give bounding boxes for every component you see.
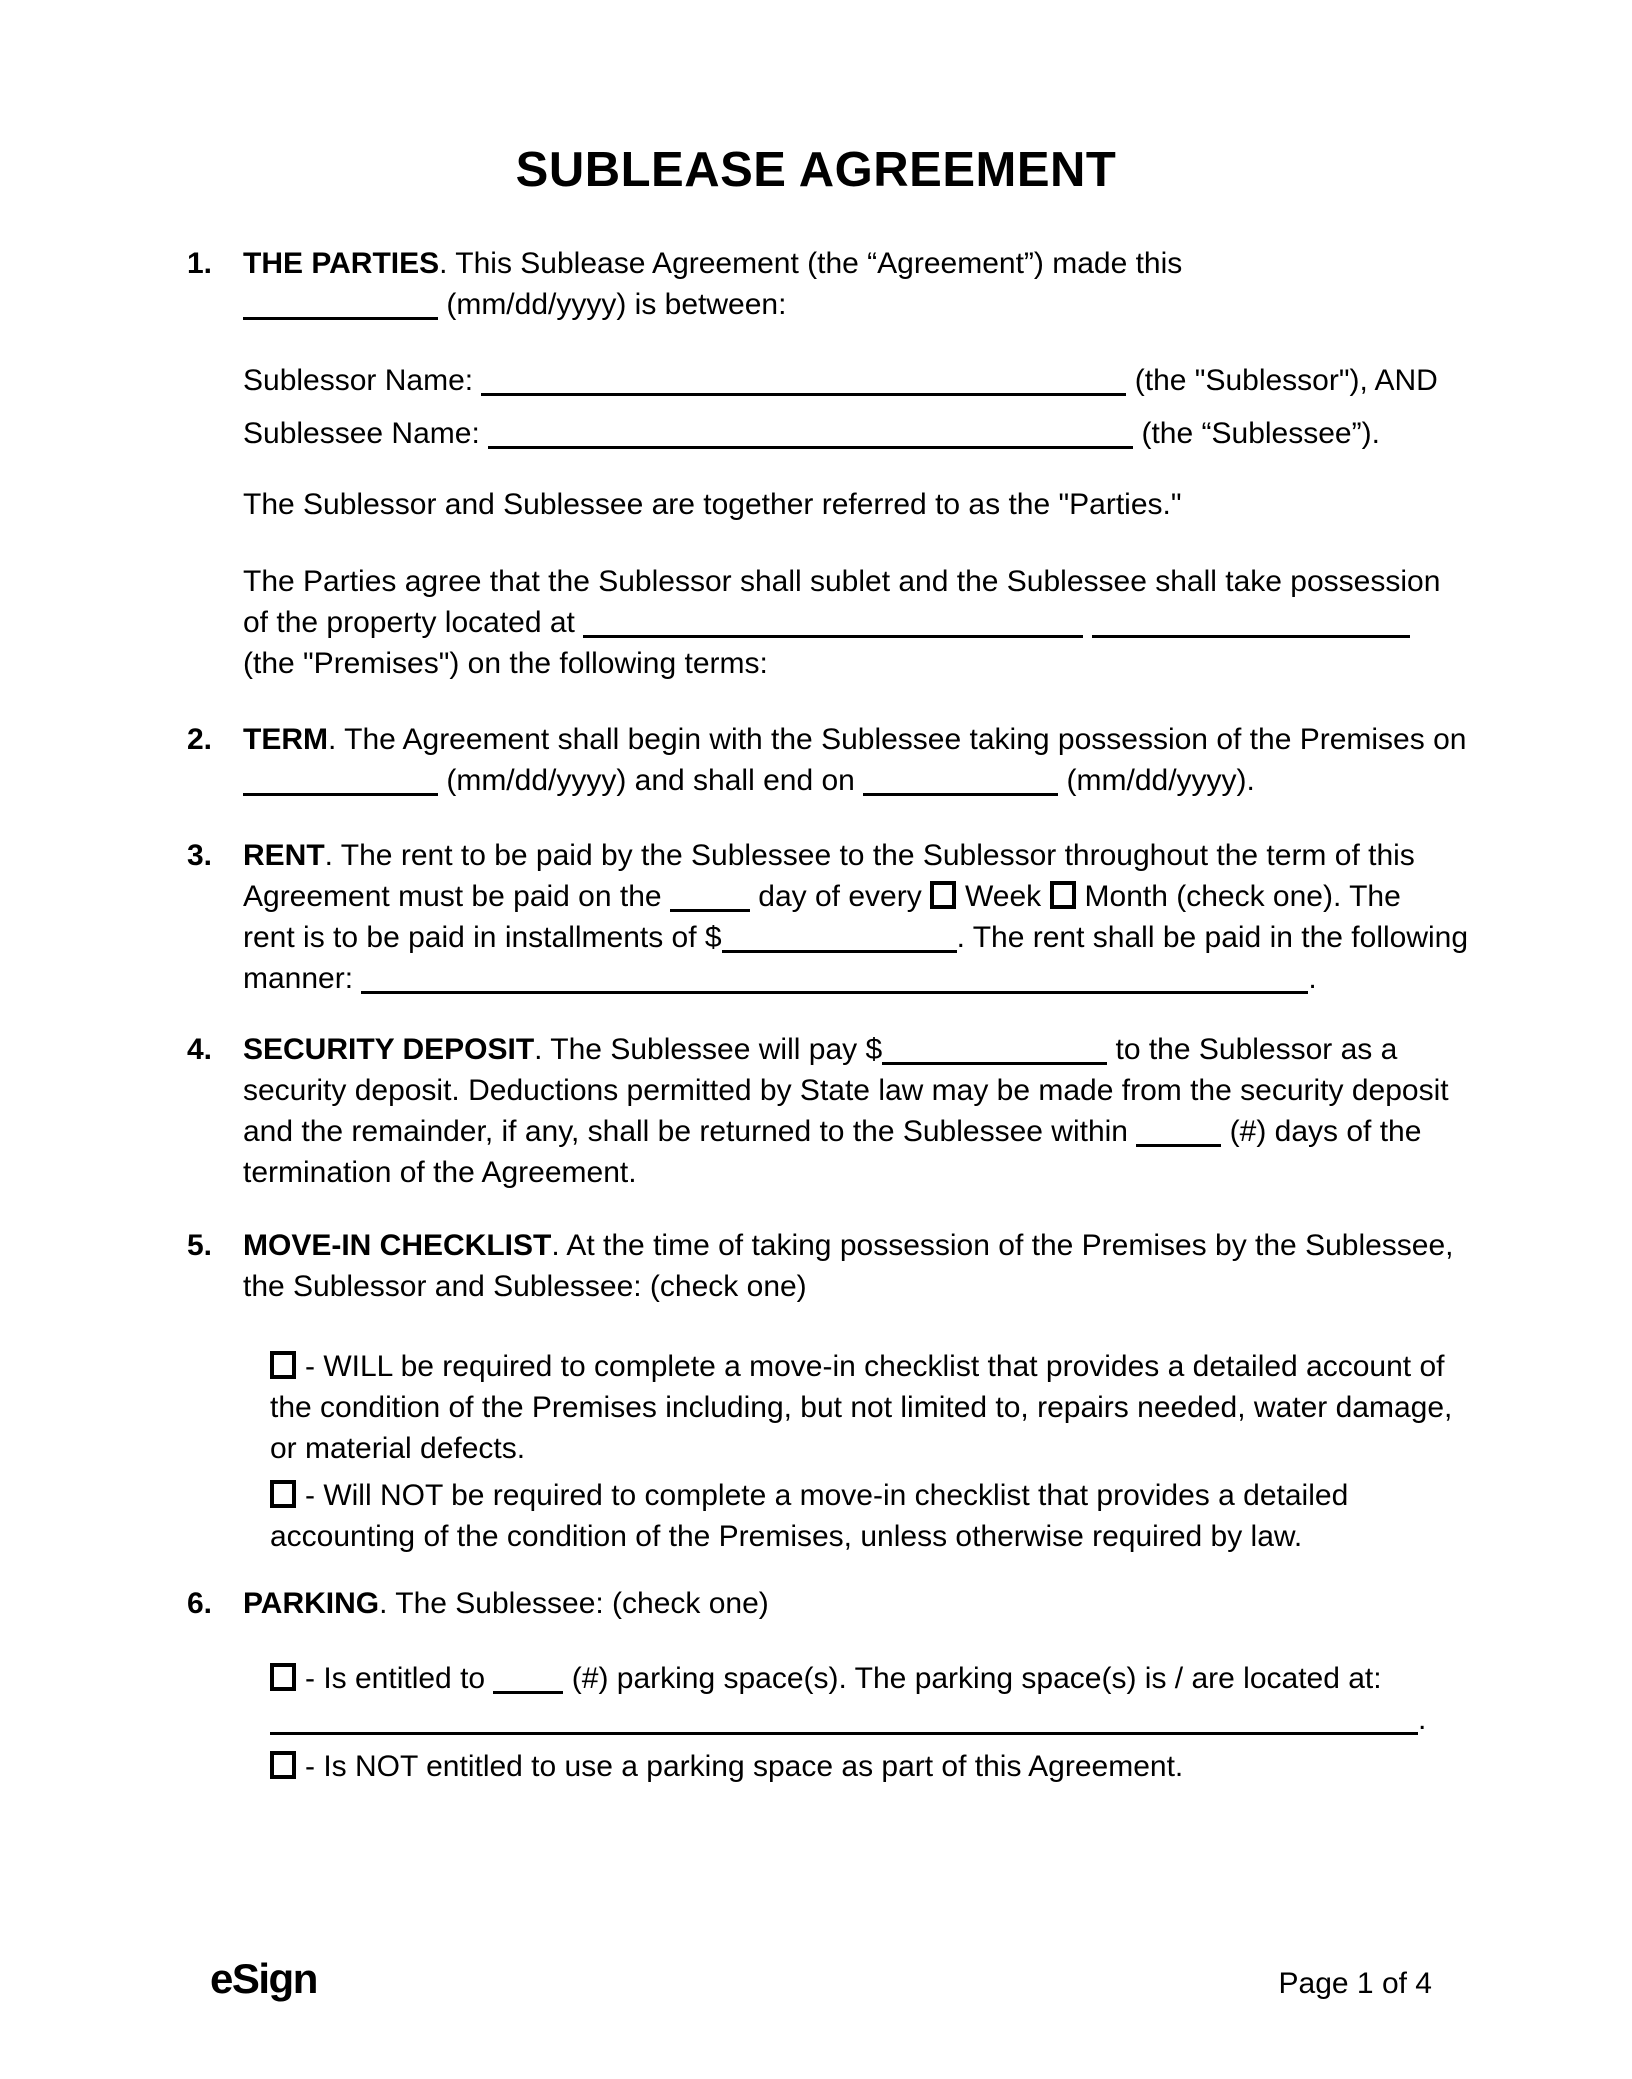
paragraph	[243, 1225, 1454, 1307]
page-title: SUBLEASE AGREEMENT	[515, 143, 1117, 197]
text-run: Week	[965, 880, 1050, 913]
checkbox-option-not-entitled	[270, 1746, 1440, 1787]
form-line	[243, 958, 1440, 999]
text-run: to the Sublessor as a	[1107, 1033, 1398, 1066]
text-run: The Sublessor and Sublessee are together referred to as the "Parties."	[243, 488, 1182, 521]
text-run	[1083, 606, 1091, 639]
checkbox[interactable]	[270, 1351, 296, 1379]
blank-field[interactable]	[863, 767, 1058, 796]
blank-field[interactable]	[583, 609, 1083, 638]
section-the-parties	[187, 243, 1440, 684]
blank-field[interactable]	[243, 767, 438, 796]
paragraph	[243, 243, 1440, 325]
form-line	[243, 561, 1440, 602]
form-line	[243, 360, 1440, 401]
blank-field[interactable]	[270, 1706, 1418, 1735]
text-run: (#) parking space(s). The parking space(s) is / are located at:	[563, 1662, 1382, 1695]
text-run: . The rent shall be paid in the following	[956, 921, 1469, 954]
text-run: day of every	[749, 880, 931, 913]
checkbox-option-will-not	[270, 1475, 1440, 1557]
section-number: 2.	[187, 723, 213, 756]
blank-field[interactable]	[882, 1036, 1107, 1065]
text-run: Agreement must be paid on the	[243, 880, 670, 913]
blank-field[interactable]	[361, 965, 1308, 994]
form-line	[243, 413, 1440, 454]
section-number: 1.	[187, 247, 213, 280]
text-run: (mm/dd/yyyy) is between:	[438, 288, 787, 321]
form-line	[243, 243, 1440, 284]
form-line	[270, 1699, 1440, 1740]
blank-field[interactable]	[481, 367, 1126, 396]
document-body	[187, 243, 1469, 1787]
text-run: The Parties agree that the Sublessor shall sublet and the Sublessee shall take possession	[243, 565, 1441, 598]
form-line	[270, 1428, 1440, 1469]
form-line	[243, 1152, 1440, 1193]
form-line	[243, 835, 1440, 876]
text-run: (#) days of the	[1221, 1115, 1422, 1148]
form-line	[243, 602, 1440, 643]
text-run: Sublessee Name:	[243, 417, 489, 450]
form-line	[243, 1029, 1440, 1070]
blank-field[interactable]	[670, 883, 750, 912]
checkbox[interactable]	[1050, 881, 1076, 909]
form-line	[270, 1658, 1440, 1699]
paragraph	[243, 1583, 1440, 1624]
page-footer	[210, 1955, 1432, 2004]
text-run: - Is NOT entitled to use a parking space as part of this Agreement.	[305, 1750, 1184, 1783]
form-line	[243, 1225, 1454, 1266]
text-run: . The Agreement shall begin with the Sublessee taking possession of the Premises on	[328, 723, 1467, 756]
text-run: .	[1308, 962, 1317, 995]
section-term	[187, 719, 1467, 801]
section-move-in-checklist	[187, 1225, 1454, 1557]
text-run: . The rent to be paid by the Sublessee to the Sublessor throughout the term of this	[324, 839, 1415, 872]
form-line	[243, 760, 1440, 801]
text-run: termination of the Agreement.	[243, 1156, 637, 1189]
text-run: . The Sublessee will pay $	[534, 1033, 883, 1066]
form-line	[243, 643, 1440, 684]
text-run: - Will NOT be required to complete a move-in checklist that provides a detailed	[305, 1479, 1349, 1512]
checkbox-option-will	[270, 1346, 1453, 1469]
checkbox[interactable]	[270, 1751, 296, 1779]
text-run: .	[1418, 1703, 1427, 1736]
text-run: . This Sublease Agreement (the “Agreement”) made this	[439, 247, 1183, 280]
section-rent	[187, 835, 1469, 999]
text-run: or material defects.	[270, 1432, 526, 1465]
section-security-deposit	[187, 1029, 1449, 1193]
text-run: manner:	[243, 962, 362, 995]
text-run: security deposit. Deductions permitted by State law may be made from the security deposit	[243, 1074, 1449, 1107]
paragraph	[243, 484, 1440, 525]
form-line	[270, 1387, 1453, 1428]
form-line	[243, 284, 1440, 325]
form-line	[243, 917, 1469, 958]
esign-logo: eSign	[210, 1955, 317, 2002]
section-heading: MOVE-IN CHECKLIST	[243, 1229, 552, 1262]
form-line	[243, 1266, 1440, 1307]
text-run: and the remainder, if any, shall be returned to the Sublessee within	[243, 1115, 1137, 1148]
section-number: 3.	[187, 839, 213, 872]
text-run: the Sublessor and Sublessee: (check one)	[243, 1270, 807, 1303]
text-run: . At the time of taking possession of the Premises by the Sublessee,	[551, 1229, 1454, 1262]
blank-field[interactable]	[243, 291, 438, 320]
form-line	[270, 1746, 1440, 1787]
text-run: (mm/dd/yyyy).	[1058, 764, 1255, 797]
form-line	[243, 876, 1440, 917]
text-run: the condition of the Premises including, but not limited to, repairs needed, water damage,	[270, 1391, 1453, 1424]
checkbox[interactable]	[930, 881, 956, 909]
section-number: 6.	[187, 1587, 213, 1620]
form-line	[270, 1346, 1445, 1387]
section-number: 5.	[187, 1229, 213, 1262]
form-line	[270, 1516, 1440, 1557]
section-heading: THE PARTIES	[243, 247, 440, 280]
paragraph	[243, 561, 1440, 684]
section-number: 4.	[187, 1033, 213, 1066]
checkbox-option-entitled	[270, 1658, 1440, 1740]
paragraph	[243, 835, 1469, 999]
form-line	[270, 1475, 1440, 1516]
text-run: Month (check one). The	[1084, 880, 1401, 913]
section-heading: SECURITY DEPOSIT	[243, 1033, 535, 1066]
blank-field[interactable]	[493, 1665, 563, 1694]
form-line	[243, 1070, 1449, 1111]
paragraph	[243, 1029, 1449, 1193]
blank-field[interactable]	[1136, 1118, 1221, 1147]
section-heading: PARKING	[243, 1587, 380, 1620]
text-run: (the "Premises") on the following terms:	[243, 647, 768, 680]
text-run: (the "Sublessor"), AND	[1126, 364, 1438, 397]
blank-field[interactable]	[488, 420, 1133, 449]
text-run: - Is entitled to	[305, 1662, 494, 1695]
form-line	[243, 484, 1440, 525]
checkbox[interactable]	[270, 1663, 296, 1691]
page-number-label: Page 1 of 4	[1278, 1967, 1432, 2000]
blank-field[interactable]	[722, 924, 957, 953]
section-heading: RENT	[243, 839, 325, 872]
text-run: of the property located at	[243, 606, 584, 639]
text-run: (the “Sublessee”).	[1133, 417, 1380, 450]
section-parking	[187, 1583, 1440, 1787]
checkbox[interactable]	[270, 1480, 296, 1508]
form-line	[243, 1583, 1440, 1624]
section-heading: TERM	[243, 723, 328, 756]
text-run: accounting of the condition of the Premises, unless otherwise required by law.	[270, 1520, 1303, 1553]
text-run: (mm/dd/yyyy) and shall end on	[438, 764, 864, 797]
text-run: . The Sublessee: (check one)	[379, 1587, 769, 1620]
text-run: rent is to be paid in installments of $	[243, 921, 722, 954]
paragraph	[243, 719, 1467, 801]
blank-field[interactable]	[1092, 609, 1410, 638]
party-name-fields	[243, 360, 1440, 454]
form-line	[243, 719, 1467, 760]
text-run: - WILL be required to complete a move-in checklist that provides a detailed account of	[305, 1350, 1445, 1383]
text-run: Sublessor Name:	[243, 364, 482, 397]
form-line	[243, 1111, 1440, 1152]
